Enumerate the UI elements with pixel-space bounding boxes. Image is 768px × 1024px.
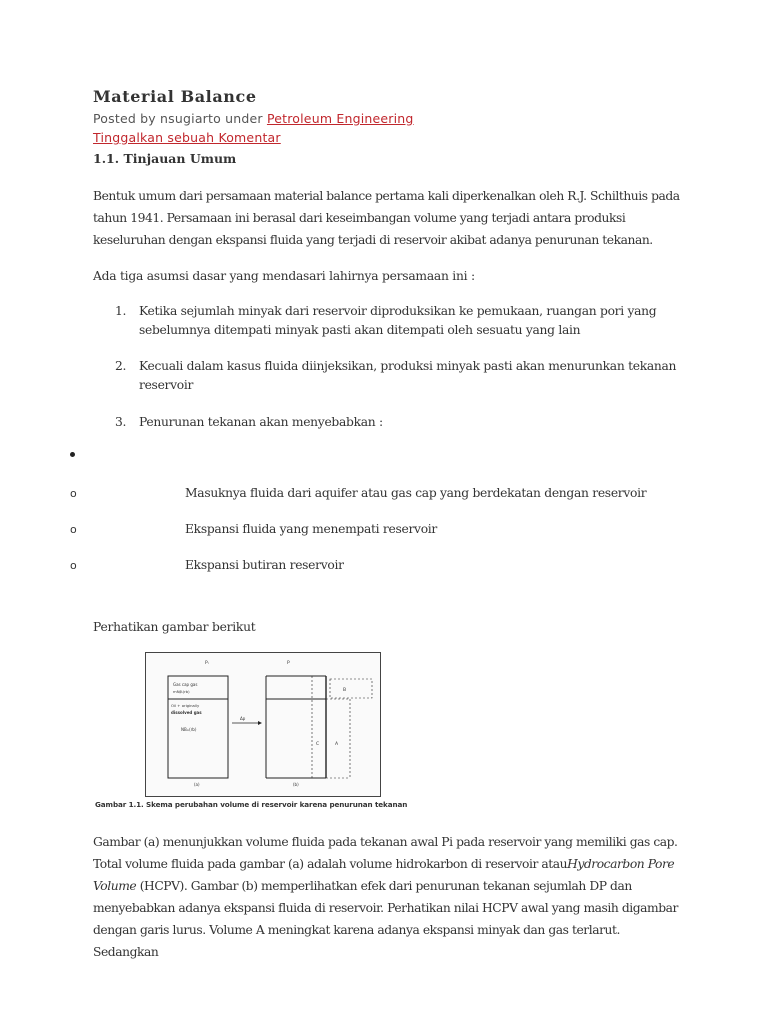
dissolved-gas-label: dissolved gas [171,710,202,715]
sub-list-text: Ekspansi butiran reservoir [185,558,344,572]
comment-meta [93,130,281,145]
label-b: B [343,688,347,693]
delta-p-label: Δp [240,716,246,721]
gas-cap-label: Gas cap gas [173,682,198,687]
label-c: C [316,742,320,747]
list-item-line: sebelumnya ditempati minyak pasti akan ditempati oleh sesuatu yang lain [139,323,581,337]
figure-caption: Gambar 1.1. Skema perubahan volume di reservoir karena penurunan tekanan [95,800,408,809]
hcpv-term: Hydrocarbon Pore [567,857,675,871]
circle-bullet-icon: o [70,559,77,572]
list-item-line: Kecuali dalam kasus fluida diinjeksikan, produksi minyak pasti akan menurunkan tekanan [139,359,677,373]
label-a: A [335,742,339,747]
body-paragraph [93,831,683,963]
body-line-1: Gambar (a) menunjukkan volume fluida pada tekanan awal Pi pada reservoir yang memiliki gas cap. [93,835,678,849]
arrow-head-icon [258,721,262,725]
reservoir-volume-figure [145,652,381,797]
body-line-5: dengan garis lurus. Volume A meningkat karena adanya ekspansi minyak dan gas terlarut. Sedangkan [93,923,620,959]
sub-label-b: (b) [293,782,299,787]
body-line-2-text: Total volume fluida pada gambar (a) adalah volume hidrokarbon di reservoir atau [93,857,568,871]
circle-bullet-icon: o [70,487,77,500]
intro-line-2: tahun 1941. Persamaan ini berasal dari keseimbangan volume yang terjadi antara produksi [93,211,626,225]
body-line-4: menyebabkan adanya ekspansi fluida di reservoir. Perhatikan nilai HCPV awal yang masih digambar [93,901,678,915]
list-number: 2. [115,359,127,373]
intro-paragraph [93,185,683,251]
sub-label-a: (a) [194,782,200,787]
body-line-3 [93,875,683,897]
oil-volume-label: NBₒᵢ(rb) [181,727,197,732]
list-number: 3. [115,415,127,429]
oil-label: Oil + originally [171,703,200,708]
list-item-line: Ketika sejumlah minyak dari reservoir diproduksikan ke pemukaan, ruangan pori yang [139,304,657,318]
gas-cap-volume: mNβᵢ(rb) [173,689,190,694]
body-line-2 [93,853,683,875]
posted-by-text: Posted by nsugiarto under [93,111,267,126]
hcpv-term-cont: Volume [93,879,137,893]
list-item-line: Penurunan tekanan akan menyebabkan : [139,415,383,429]
post-title: Material Balance [93,87,257,106]
category-link[interactable]: Petroleum Engineering [266,111,414,126]
list-item-line: reservoir [139,378,194,392]
circle-bullet-icon: o [70,523,77,536]
intro-line-1: Bentuk umum dari persamaan material balance pertama kali diperkenalkan oleh R.J. Schilthuis pada [93,189,680,203]
label-p: P [287,661,290,666]
leave-comment-link[interactable]: Tinggalkan sebuah Komentar [93,130,281,145]
sub-list-text: Ekspansi fluida yang menempati reservoir [185,522,438,536]
intro-line-3: keseluruhan dengan ekspansi fluida yang terjadi di reservoir akibat adanya penurunan tekanan. [93,233,653,247]
list-number: 1. [115,304,127,318]
figure-intro: Perhatikan gambar berikut [93,620,256,634]
bullet-icon [70,452,75,457]
body-line-3-text: (HCPV). Gambar (b) memperlihatkan efek dari penurunan tekanan sejumlah DP dan [136,879,632,893]
gas-expansion-box-b [330,679,372,698]
figure-svg [146,653,380,796]
sub-list-text: Masuknya fluida dari aquifer atau gas cap yang berdekatan dengan reservoir [185,486,647,500]
section-heading: 1.1. Tinjauan Umum [93,151,237,166]
post-meta [93,111,414,126]
assumptions-intro: Ada tiga asumsi dasar yang mendasari lahirnya persamaan ini : [93,269,475,283]
label-pi: Pᵢ [205,661,209,666]
